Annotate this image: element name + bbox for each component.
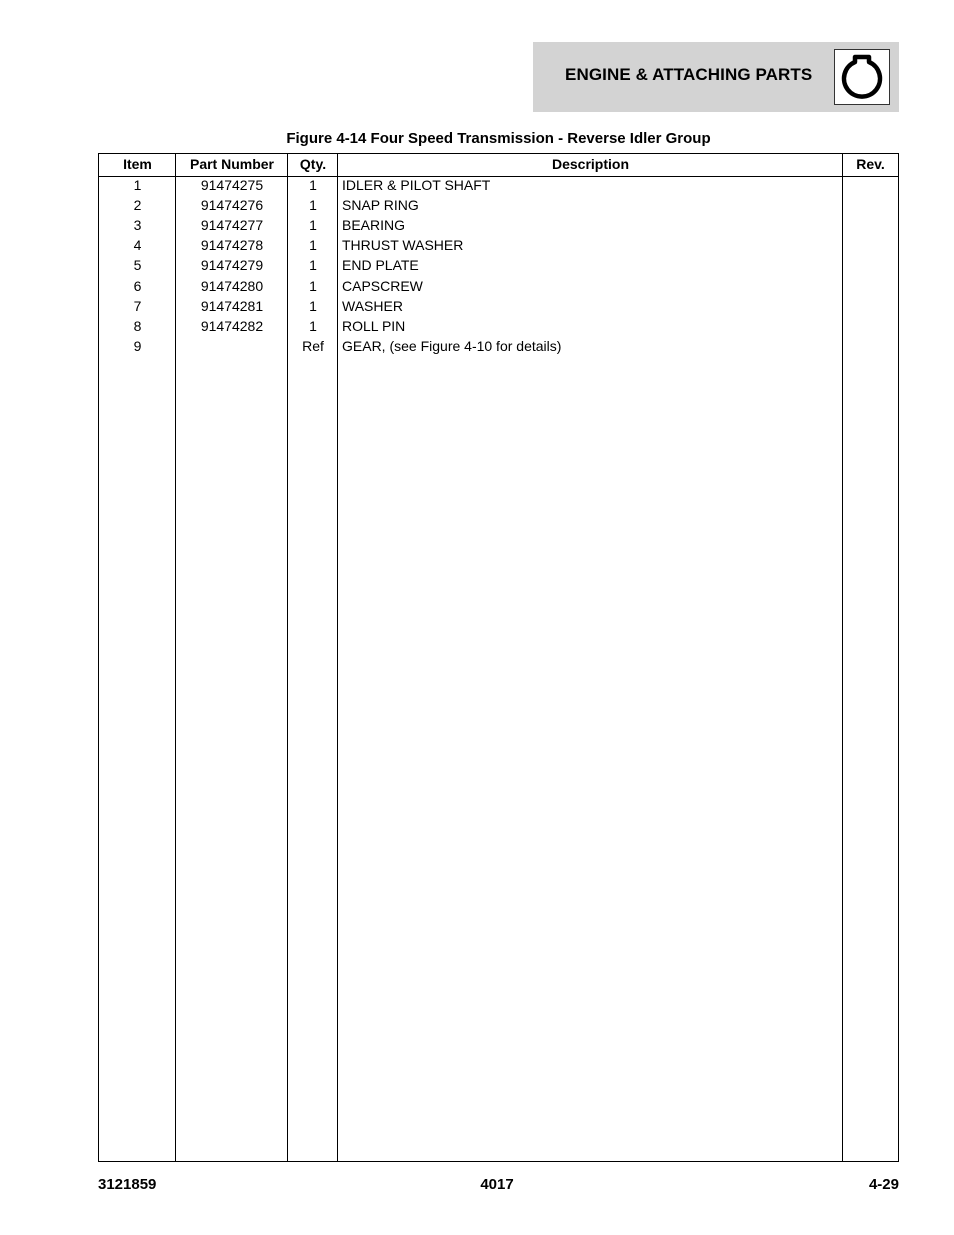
cell-qty: 1: [309, 277, 317, 294]
cell-item: 6: [133, 277, 142, 294]
cell-qty: 1: [309, 317, 317, 334]
cell-description: SNAP RING: [342, 197, 419, 214]
cell-item: 2: [133, 197, 142, 214]
cell-item: 8: [133, 317, 142, 334]
figure-title: Figure 4-14 Four Speed Transmission - Reverse Idler Group: [286, 130, 711, 147]
cell-part-number: 91474279: [200, 257, 264, 274]
cell-item: 7: [133, 297, 142, 314]
cell-part-number: 91474278: [200, 237, 264, 254]
section-banner: [533, 42, 899, 112]
cell-part-number: 91474281: [200, 297, 264, 314]
cell-qty: 1: [309, 177, 317, 193]
header-qty: Qty.: [299, 156, 327, 172]
cell-description: IDLER & PILOT SHAFT: [342, 177, 491, 193]
cell-description: CAPSCREW: [342, 277, 423, 294]
cell-qty: 1: [309, 217, 317, 234]
cell-description: ROLL PIN: [342, 317, 406, 334]
cell-part-number: 91474280: [200, 277, 264, 294]
cell-qty: 1: [309, 297, 317, 314]
cell-part-number: 91474277: [200, 217, 264, 234]
cell-description: GEAR, (see Figure 4-10 for details): [342, 337, 562, 354]
header-description: Description: [551, 156, 629, 172]
cell-qty: 1: [309, 197, 317, 214]
parts-table: [98, 153, 899, 1162]
cell-item: 4: [133, 237, 142, 254]
cell-part-number: 91474282: [200, 317, 264, 334]
cell-part-number: 91474275: [200, 177, 264, 193]
cell-item: 9: [133, 337, 142, 354]
cell-description: BEARING: [342, 217, 406, 234]
footer-page-number: 4-29: [868, 1176, 899, 1193]
section-title: ENGINE & ATTACHING PARTS: [565, 65, 813, 84]
footer-model: 4017: [480, 1176, 514, 1193]
cell-description: WASHER: [342, 297, 403, 314]
header-item: Item: [123, 156, 152, 172]
footer-manual-number: 3121859: [98, 1176, 157, 1193]
cell-part-number: 91474276: [200, 197, 264, 214]
header-part-number: Part Number: [189, 156, 275, 172]
cell-description: THRUST WASHER: [342, 237, 464, 254]
cell-item: 5: [133, 257, 142, 274]
cell-qty: 1: [309, 237, 317, 254]
cell-item: 1: [133, 177, 142, 193]
cell-qty: 1: [309, 257, 317, 274]
cell-description: END PLATE: [342, 257, 419, 274]
cell-qty: Ref: [302, 337, 324, 354]
engine-icon: [834, 49, 890, 105]
header-rev: Rev.: [856, 156, 885, 172]
cell-item: 3: [133, 217, 142, 234]
